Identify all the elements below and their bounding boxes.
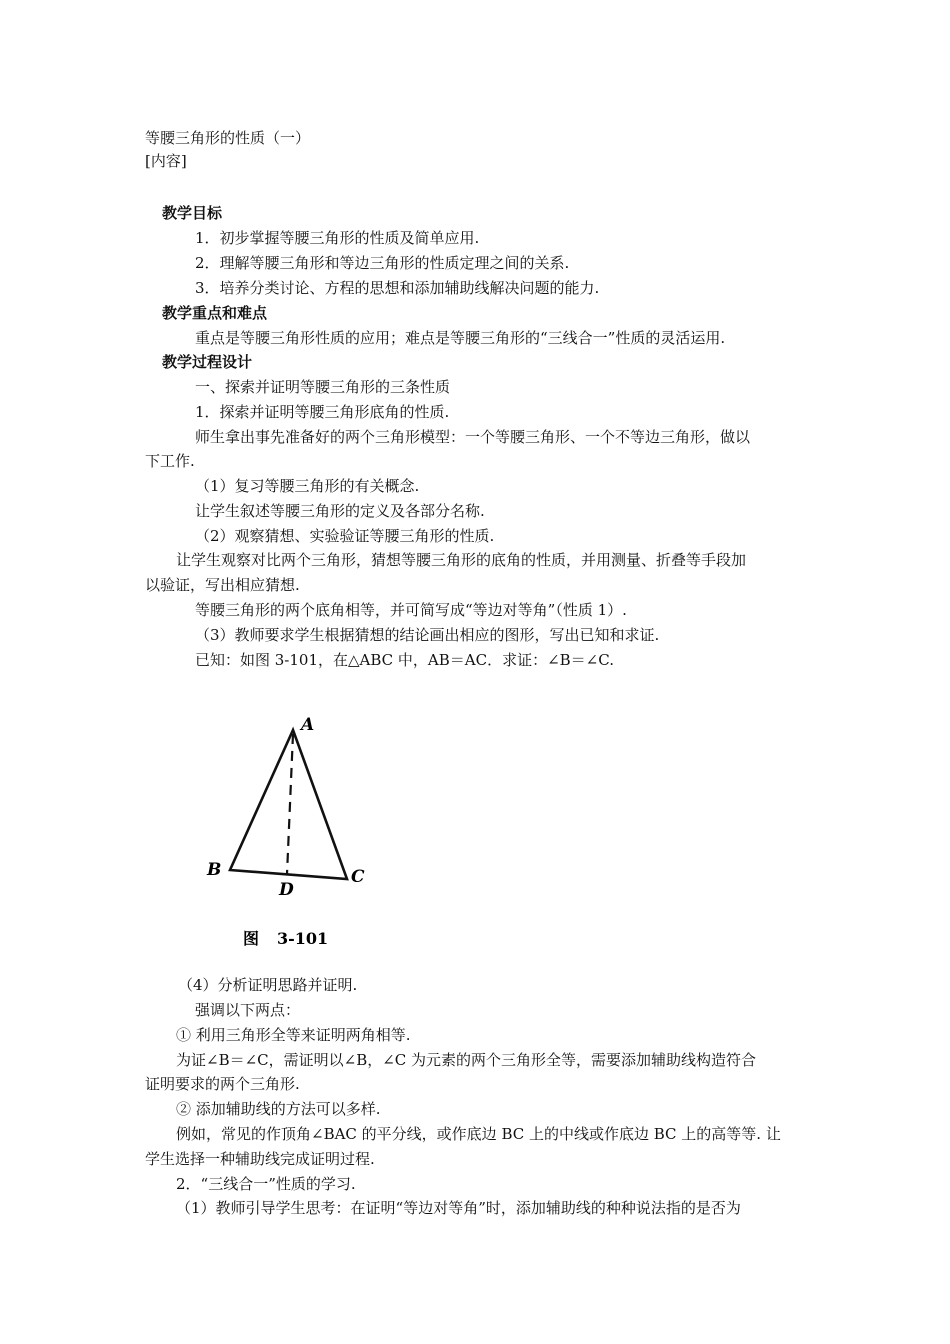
paragraph: 一、探索并证明等腰三角形的三条性质 — [195, 378, 451, 396]
figure-caption-prefix: 图 — [243, 929, 260, 948]
paragraph: 等腰三角形的两个底角相等，并可简写成“等边对等角”（性质 1）. — [195, 601, 627, 619]
goal-item: 2．理解等腰三角形和等边三角形的性质定理之间的关系. — [195, 254, 570, 272]
paragraph: 下工作. — [145, 452, 195, 470]
paragraph: 让学生叙述等腰三角形的定义及各部分名称. — [195, 502, 485, 520]
triangle-figure — [195, 712, 385, 962]
paragraph: 学生选择一种辅助线完成证明过程. — [145, 1150, 375, 1168]
vertex-label-c: C — [351, 867, 365, 887]
section-heading-goals: 教学目标 — [162, 204, 223, 222]
paragraph: ② 添加辅助线的方法可以多样. — [176, 1100, 381, 1118]
paragraph: 强调以下两点： — [195, 1001, 301, 1019]
content-tag: [内容] — [145, 152, 187, 170]
paragraph: 例如，常见的作顶角∠BAC 的平分线，或作底边 BC 上的中线或作底边 BC 上的高等等. 让 — [176, 1125, 781, 1143]
section-heading-key-points: 教学重点和难点 — [162, 304, 268, 322]
paragraph: 以验证，写出相应猜想. — [145, 576, 300, 594]
paragraph: （1）教师引导学生思考：在证明“等边对等角”时，添加辅助线的种种说法指的是否为 — [176, 1199, 741, 1217]
paragraph: 2．“三线合一”性质的学习. — [176, 1175, 356, 1193]
vertex-label-d: D — [279, 880, 294, 900]
document-title: 等腰三角形的性质（一） — [145, 129, 311, 147]
paragraph: （4）分析证明思路并证明. — [178, 976, 358, 994]
section-heading-process: 教学过程设计 — [162, 353, 253, 371]
paragraph: 证明要求的两个三角形. — [145, 1075, 300, 1093]
vertex-label-b: B — [207, 860, 222, 880]
paragraph: 让学生观察对比两个三角形，猜想等腰三角形的底角的性质，并用测量、折叠等手段加 — [176, 551, 747, 569]
paragraph: 师生拿出事先准备好的两个三角形模型：一个等腰三角形、一个不等边三角形，做以 — [195, 428, 751, 446]
median-ad-dashed — [287, 734, 293, 874]
paragraph: 1．探索并证明等腰三角形底角的性质. — [195, 403, 450, 421]
key-points-text: 重点是等腰三角形性质的应用；难点是等腰三角形的“三线合一”性质的灵活运用. — [195, 329, 726, 347]
paragraph: （2）观察猜想、实验验证等腰三角形的性质. — [195, 527, 495, 545]
vertex-label-a: A — [301, 715, 315, 735]
paragraph: （3）教师要求学生根据猜想的结论画出相应的图形，写出已知和求证. — [195, 626, 660, 644]
goal-item: 3．培养分类讨论、方程的思想和添加辅助线解决问题的能力. — [195, 279, 600, 297]
figure-caption-number: 3-101 — [277, 929, 329, 948]
goal-item: 1．初步掌握等腰三角形的性质及简单应用. — [195, 229, 480, 247]
paragraph: （1）复习等腰三角形的有关概念. — [195, 477, 420, 495]
paragraph: 为证∠B＝∠C，需证明以∠B，∠C 为元素的两个三角形全等，需要添加辅助线构造符合 — [176, 1051, 757, 1069]
paragraph: 已知：如图 3-101，在△ABC 中，AB＝AC．求证：∠B＝∠C. — [195, 651, 614, 669]
paragraph: ① 利用三角形全等来证明两角相等. — [176, 1026, 411, 1044]
